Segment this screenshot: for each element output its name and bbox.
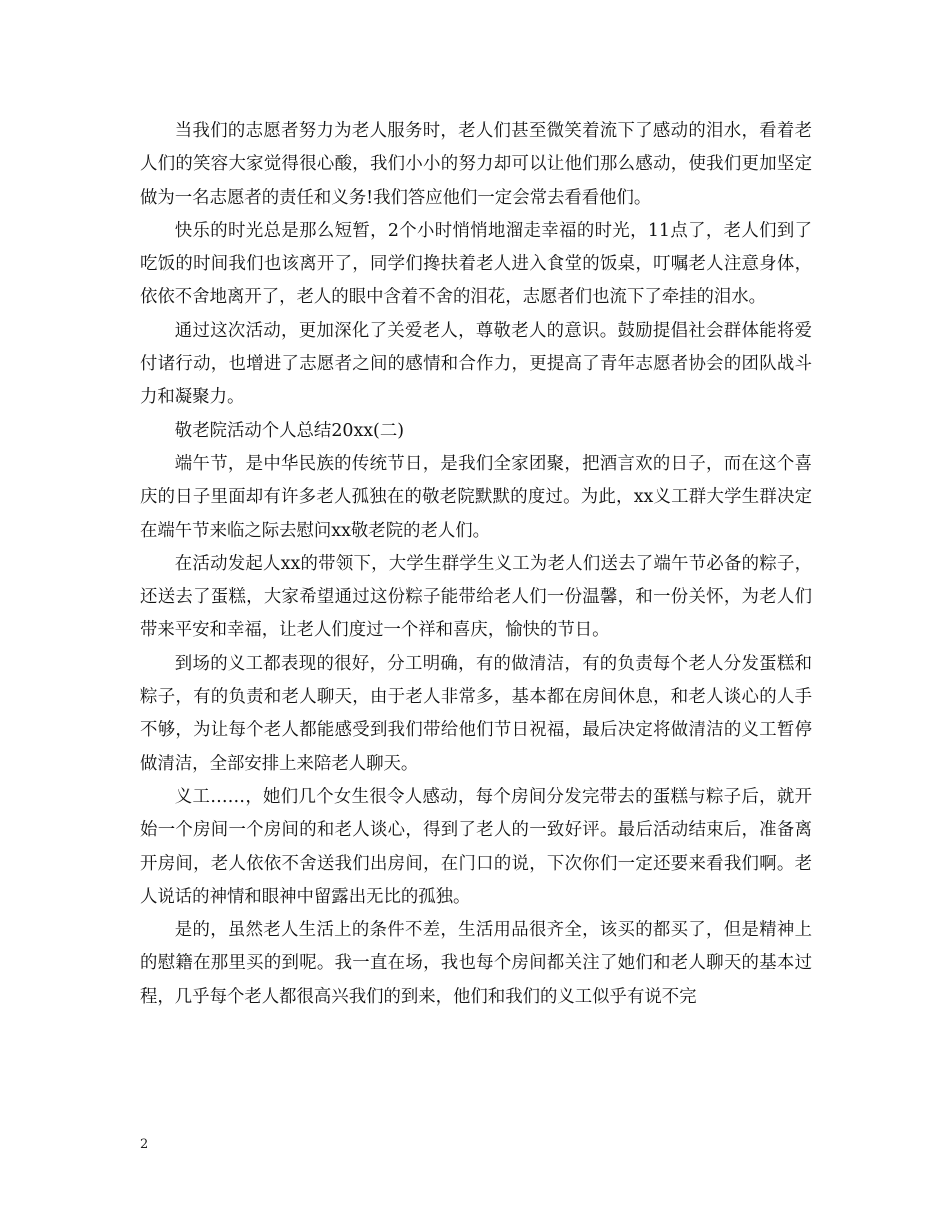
paragraph-6: 到场的义工都表现的很好，分工明确，有的做清洁，有的负责每个老人分发蛋糕和粽子，有的负责和老人聊天，由于老人非常多，基本都在房间休息，和老人谈心的人手不够，为让每个老人都能感受到我们带给他们节日祝福，最后决定将做清洁的义工暂停做清洁，全部安排上来陪老人聊天。: [140, 653, 812, 774]
paragraph-5: 在活动发起人xx的带领下，大学生群学生义工为老人们送去了端午节必备的粽子，还送去了蛋糕，大家希望通过这份粽子能带给老人们一份温馨，和一份关怀，为老人们带来平安和幸福，让老人们度过一个祥和喜庆，愉快的节日。: [140, 553, 812, 641]
paragraph-8: 是的，虽然老人生活上的条件不差，生活用品很齐全，该买的都买了，但是精神上的慰籍在那里买的到呢。我一直在场，我也每个房间都关注了她们和老人聊天的基本过程，几乎每个老人都很高兴我们的到来，他们和我们的义工似乎有说不完: [140, 920, 812, 1007]
paragraph-1: 当我们的志愿者努力为老人服务时，老人们甚至微笑着流下了感动的泪水，看着老人们的笑容大家觉得很心酸，我们小小的努力却可以让他们那么感动，使我们更加坚定做为一名志愿者的责任和义务!我们答应他们一定会常去看看他们。: [140, 121, 812, 208]
paragraph-3: 通过这次活动，更加深化了关爱老人，尊敬老人的意识。鼓励提倡社会群体能将爱付诸行动，也增进了志愿者之间的感情和合作力，更提高了青年志愿者协会的团队战斗力和凝聚力。: [140, 320, 812, 408]
paragraph-4: 端午节，是中华民族的传统节日，是我们全家团聚，把酒言欢的日子，而在这个喜庆的日子里面却有许多老人孤独在的敬老院默默的度过。为此，xx义工群大学生群决定在端午节来临之际去慰问xx敬老院的老人们。: [140, 453, 812, 541]
section-heading: 敬老院活动个人总结20xx(二): [174, 420, 405, 441]
paragraph-2: 快乐的时光总是那么短暂，2个小时悄悄地溜走幸福的时光，11点了，老人们到了吃饭的时间我们也该离开了，同学们搀扶着老人进入食堂的饭桌，叮嘱老人注意身体，依依不舍地离开了，老人的眼中含着不舍的泪花，志愿者们也流下了牵挂的泪水。: [140, 220, 812, 308]
paragraph-7: 义工……，她们几个女生很令人感动，每个房间分发完带去的蛋糕与粽子后，就开始一个房间一个房间的和老人谈心，得到了老人的一致好评。最后活动结束后，准备离开房间，老人依依不舍送我们出房间，在门口的说，下次你们一定还要来看我们啊。老人说话的神情和眼神中留露出无比的孤独。: [140, 786, 812, 907]
page-number: 2: [140, 1137, 149, 1152]
document-body: [140, 115, 812, 1014]
